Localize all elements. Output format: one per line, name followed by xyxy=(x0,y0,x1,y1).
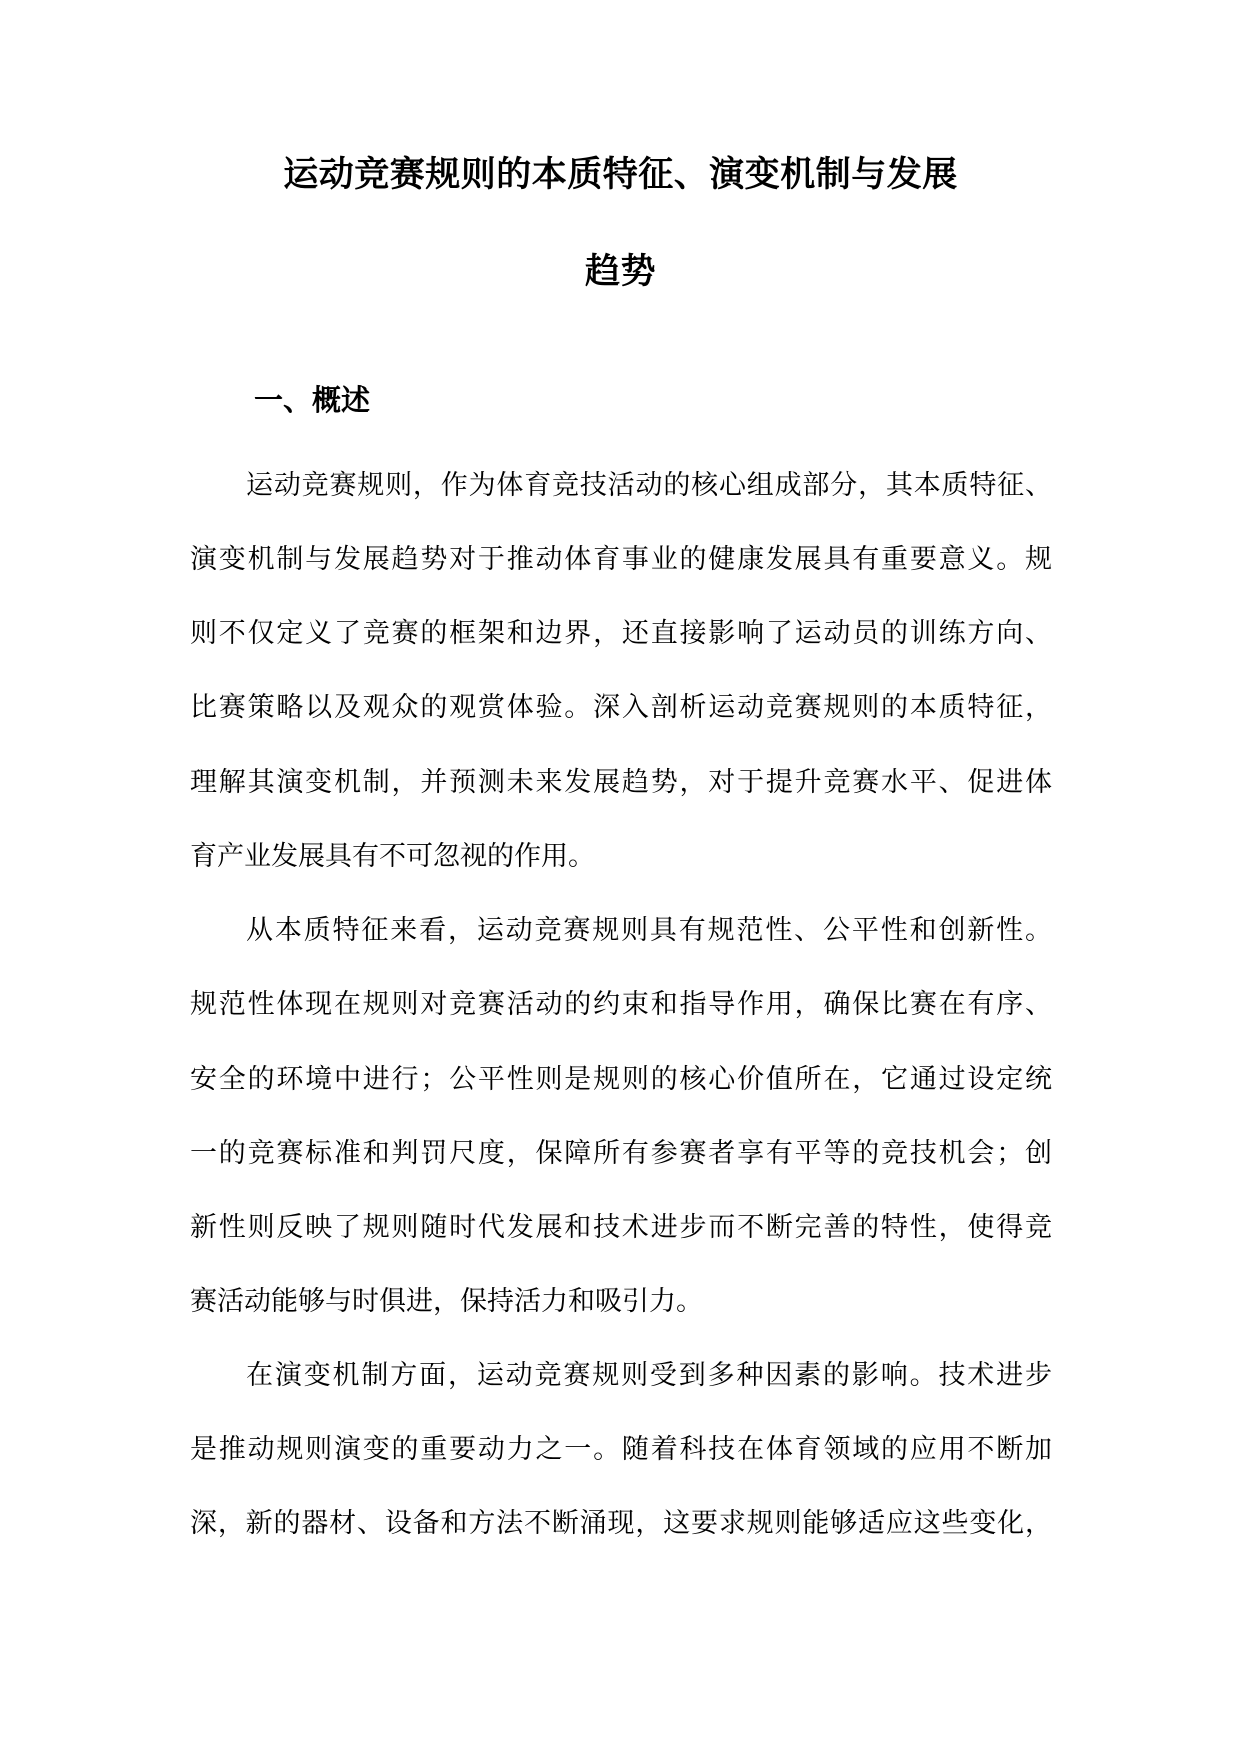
paragraph-1-line-1: 运动竞赛规则，作为体育竞技活动的核心组成部分，其本质特征、 xyxy=(246,470,1052,501)
paragraph-2-line-4: 一的竞赛标准和判罚尺度，保障所有参赛者享有平等的竞技机会；创 xyxy=(190,1138,1052,1169)
paragraph-1-line-6: 育产业发展具有不可忽视的作用。 xyxy=(190,841,595,872)
paragraph-1-line-4: 比赛策略以及观众的观赏体验。深入剖析运动竞赛规则的本质特征， xyxy=(190,692,1052,723)
paragraph-2-line-5: 新性则反映了规则随时代发展和技术进步而不断完善的特性，使得竞 xyxy=(190,1212,1052,1243)
paragraph-3-line-2: 是推动规则演变的重要动力之一。随着科技在体育领域的应用不断加 xyxy=(190,1434,1052,1465)
paragraph-1-line-2: 演变机制与发展趋势对于推动体育事业的健康发展具有重要意义。规 xyxy=(190,544,1052,575)
paragraph-2-line-6: 赛活动能够与时俱进，保持活力和吸引力。 xyxy=(190,1286,703,1317)
document-title-line-2: 趋势 xyxy=(584,252,656,292)
paragraph-2-line-3: 安全的环境中进行；公平性则是规则的核心价值所在，它通过设定统 xyxy=(190,1064,1052,1095)
paragraph-2-line-2: 规范性体现在规则对竞赛活动的约束和指导作用，确保比赛在有序、 xyxy=(190,989,1052,1020)
section-heading: 一、概述 xyxy=(254,383,371,417)
paragraph-1-line-5: 理解其演变机制，并预测未来发展趋势，对于提升竞赛水平、促进体 xyxy=(190,767,1052,798)
paragraph-1-line-3: 则不仅定义了竞赛的框架和边界，还直接影响了运动员的训练方向、 xyxy=(190,618,1052,649)
paragraph-3-line-3: 深，新的器材、设备和方法不断涌现，这要求规则能够适应这些变化， xyxy=(190,1508,1052,1539)
paragraph-3-line-1: 在演变机制方面，运动竞赛规则受到多种因素的影响。技术进步 xyxy=(246,1360,1052,1391)
paragraph-2-line-1: 从本质特征来看，运动竞赛规则具有规范性、公平性和创新性。 xyxy=(246,915,1052,946)
document-title-line-1: 运动竞赛规则的本质特征、演变机制与发展 xyxy=(283,155,958,195)
